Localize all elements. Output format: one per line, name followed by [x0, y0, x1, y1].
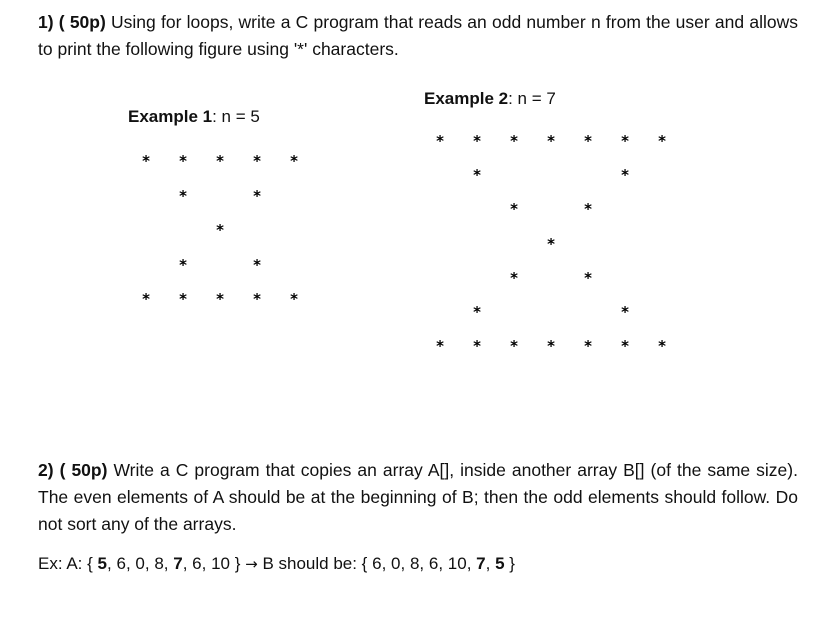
array-value: 6 — [428, 554, 439, 573]
star-char: * — [179, 186, 187, 205]
array-a-close: } — [230, 554, 241, 573]
array-separator: , — [438, 554, 448, 573]
star-char: * — [290, 152, 298, 170]
star-char: * — [179, 290, 187, 308]
example-prefix: Ex: A: { — [38, 554, 98, 573]
star-char: * — [510, 337, 518, 356]
array-value: 7 — [173, 554, 183, 573]
star-char: * — [473, 132, 481, 150]
array-separator: , — [182, 554, 193, 573]
array-separator: , — [107, 554, 117, 573]
star-char: * — [216, 221, 224, 239]
star-char: * — [510, 268, 518, 287]
question-2-number: 2) — [38, 460, 54, 480]
star-char: * — [510, 200, 518, 219]
array-value: 8 — [409, 554, 420, 573]
star-char: * — [547, 337, 555, 356]
star-char: * — [547, 234, 555, 253]
star-char: * — [253, 152, 261, 170]
star-char: * — [621, 303, 629, 321]
star-char: * — [547, 132, 555, 150]
array-value: 0 — [135, 554, 145, 573]
star-char: * — [584, 268, 592, 287]
star-char: * — [473, 337, 481, 356]
array-separator: , — [400, 554, 410, 573]
array-value: 10 — [211, 554, 230, 573]
star-char: * — [253, 255, 261, 274]
array-separator: , — [201, 554, 212, 573]
star-char: * — [436, 132, 444, 150]
star-char: * — [658, 132, 666, 150]
array-value: 6 — [116, 554, 126, 573]
star-char: * — [179, 255, 187, 274]
star-char: * — [658, 337, 666, 356]
star-char: * — [290, 290, 298, 308]
question-1-text: Using for loops, write a C program that reads an odd number n from the user and allows to print the following figure using '*' characters. — [38, 12, 798, 59]
array-value: 5 — [495, 554, 505, 573]
star-char: * — [473, 166, 481, 185]
array-value: 10 — [447, 554, 467, 573]
example-2-value: : n = 7 — [508, 89, 556, 108]
star-char: * — [621, 166, 629, 185]
star-char: * — [436, 337, 444, 356]
star-char: * — [253, 186, 261, 205]
question-1 — [38, 9, 798, 63]
array-a-values — [98, 554, 230, 573]
star-char: * — [584, 132, 592, 150]
star-char: * — [216, 152, 224, 170]
star-char: * — [473, 303, 481, 321]
question-2-text: Write a C program that copies an array A[], inside another array B[] (of the same size). The even elements of A should be at the beginning of B; then the odd elements should follow. Do not sort any of the arrays. — [38, 460, 798, 534]
example-1-value: : n = 5 — [212, 107, 260, 126]
star-char: * — [179, 152, 187, 170]
array-b-label: B should be: { — [257, 554, 373, 573]
arrow-right-icon: → — [245, 555, 258, 573]
array-separator: , — [485, 554, 496, 573]
array-value: 6 — [192, 554, 202, 573]
example-2-label: Example 2 — [424, 89, 509, 108]
array-b-values — [372, 554, 504, 573]
array-separator: , — [419, 554, 429, 573]
array-b-close: } — [504, 554, 515, 573]
star-char: * — [142, 290, 150, 308]
array-separator: , — [466, 554, 477, 573]
star-char: * — [510, 132, 518, 150]
star-char: * — [584, 337, 592, 356]
array-value: 6 — [372, 554, 382, 573]
star-char: * — [621, 337, 629, 356]
star-char: * — [216, 290, 224, 308]
array-separator: , — [144, 554, 155, 573]
star-char: * — [584, 200, 592, 219]
array-value: 5 — [97, 554, 108, 573]
array-separator: , — [381, 554, 392, 573]
question-1-number: 1) — [38, 12, 54, 32]
array-value: 8 — [154, 554, 164, 573]
example-1-label: Example 1 — [128, 107, 213, 126]
example-1-title — [128, 106, 260, 128]
question-2 — [38, 457, 798, 538]
array-separator: , — [163, 554, 174, 573]
array-value: 7 — [476, 554, 486, 573]
question-1-points: ( 50p) — [58, 12, 106, 32]
array-separator: , — [125, 554, 136, 573]
star-char: * — [142, 152, 150, 170]
question-2-points: ( 50p) — [59, 460, 108, 480]
star-char: * — [621, 132, 629, 150]
star-char: * — [253, 290, 261, 308]
array-value: 0 — [391, 554, 401, 573]
example-line — [38, 552, 515, 576]
example-2-title — [424, 88, 556, 110]
